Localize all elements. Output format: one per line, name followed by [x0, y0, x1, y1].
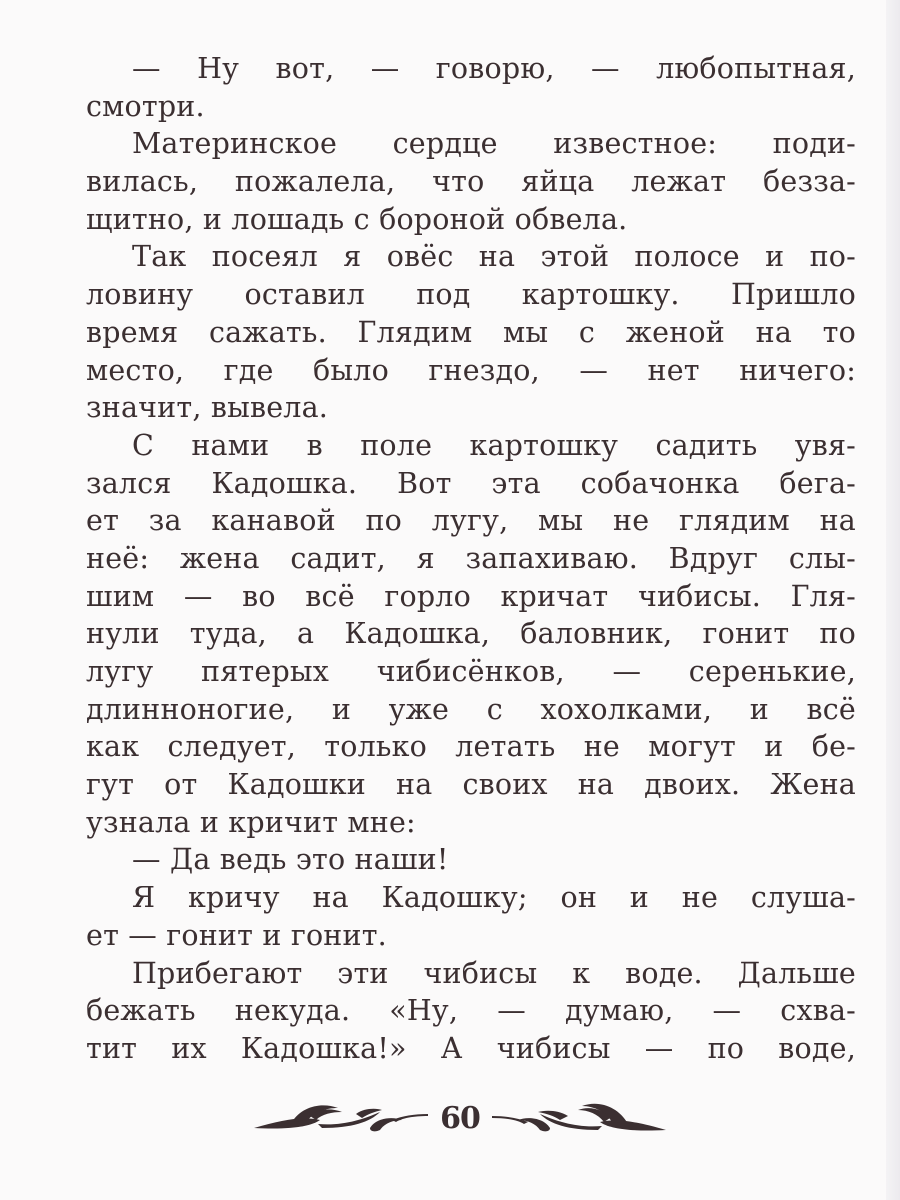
text-line: зался Кадошка. Вот эта собачонка бега- — [86, 466, 856, 500]
flourish-left-icon — [252, 1098, 432, 1138]
text-line: — Ну вот, — говорю, — любопытная, — [132, 52, 856, 85]
text-line: С нами в поле картошку садить увя- — [132, 428, 856, 462]
text-line: Так посеял я овёс на этой полосе и по- — [132, 240, 856, 274]
text-line: лугу пятерых чибисёнков, — серенькие, — [86, 655, 856, 688]
text-line: длинноногие, и уже с хохолками, и всё — [86, 692, 856, 726]
text-line: гут от Кадошки на своих на двоих. Жена — [86, 768, 856, 802]
text-line: неё: жена садит, я запахиваю. Вдруг слы- — [86, 541, 856, 575]
text-line: бежать некуда. «Ну, — думаю, — схва- — [86, 994, 856, 1028]
text-line: Прибегают эти чибисы к воде. Дальше — [132, 956, 856, 990]
page-footer — [222, 1093, 698, 1143]
text-line: — Да ведь это наши! — [132, 843, 449, 877]
text-line: нули туда, а Кадошка, баловник, гонит по — [86, 617, 856, 651]
page-number: 60 — [440, 1100, 480, 1136]
text-line: вилась, пожалела, что яйца лежат безза- — [86, 165, 856, 199]
text-line: ет — гонит и гонит. — [86, 918, 387, 952]
text-line: щитно, и лошадь с бороной обвела. — [86, 202, 628, 236]
text-line: как следует, только летать не могут и бе- — [86, 730, 856, 764]
text-line: Материнское сердце известное: поди- — [132, 127, 856, 161]
text-line: смотри. — [86, 89, 205, 123]
text-line: тит их Кадошка!» А чибисы — по воде, — [86, 1031, 856, 1065]
text-line: ловину оставил под картошку. Пришло — [86, 278, 856, 312]
text-line: узнала и кричит мне: — [86, 805, 416, 839]
text-line: шим — во всё горло кричат чибисы. Гля- — [86, 579, 856, 613]
text-line: Я кричу на Кадошку; он и не слуша- — [132, 881, 856, 915]
text-line: ет за канавой по лугу, мы не глядим на — [86, 504, 856, 538]
flourish-right-icon — [488, 1098, 668, 1138]
page-edge — [886, 0, 900, 1200]
text-line: время сажать. Глядим мы с женой на то — [86, 315, 856, 349]
text-line: значит, вывела. — [86, 391, 329, 425]
body-text — [86, 50, 856, 1068]
text-line: место, где было гнездо, — нет ничего: — [86, 353, 856, 387]
